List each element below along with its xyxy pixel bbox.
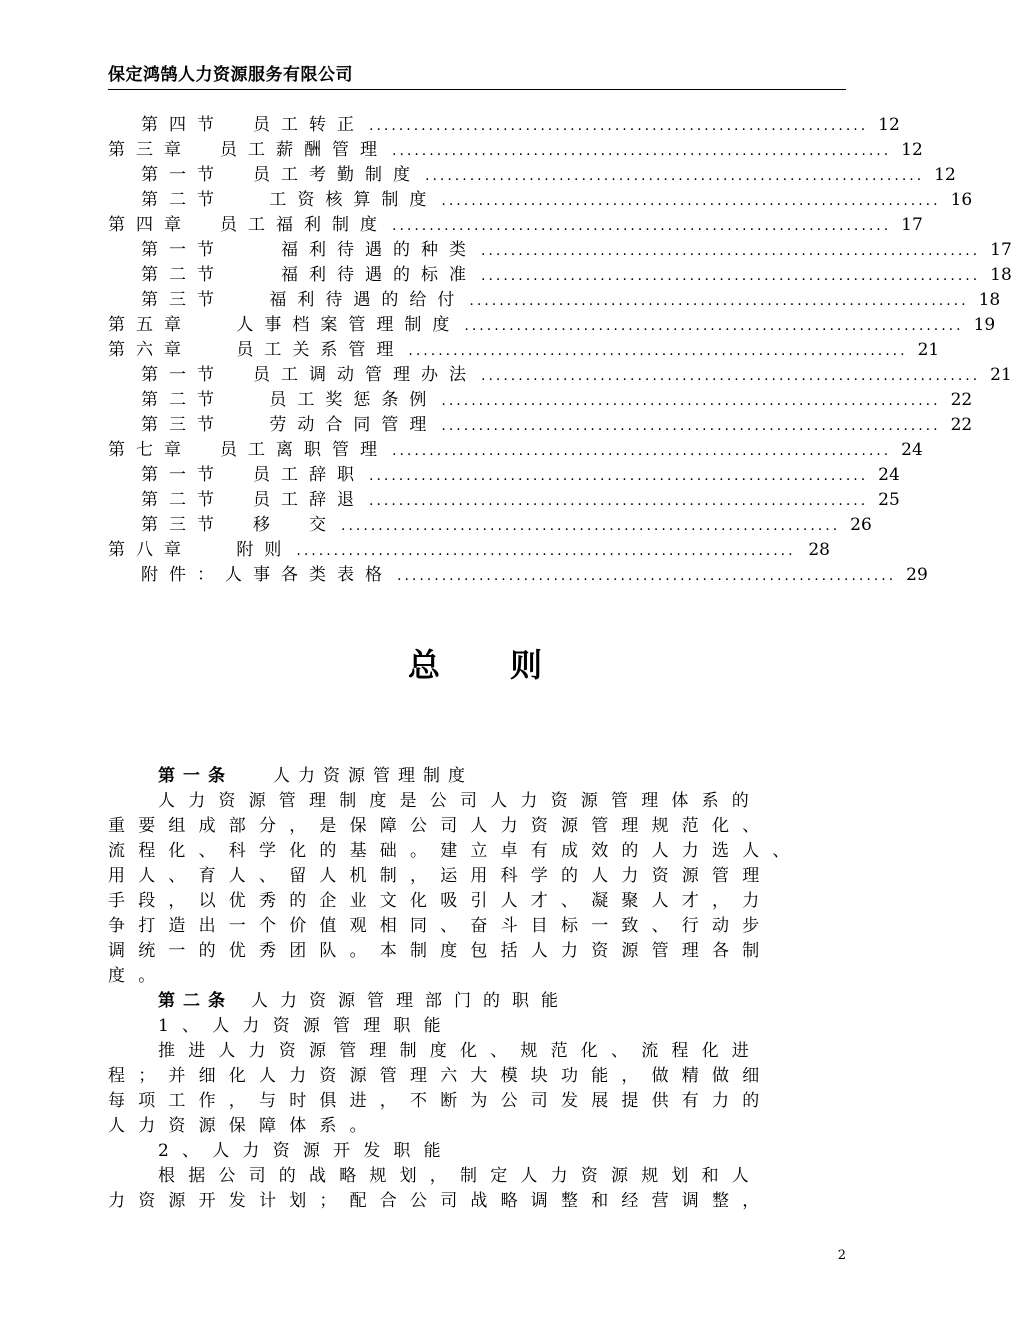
toc-entry-page: 19 — [973, 315, 996, 335]
toc-entry[interactable] — [108, 313, 996, 337]
page-number: 2 — [837, 1248, 846, 1263]
toc-entry-page: 18 — [990, 265, 1012, 285]
paragraph-line: 争打造出一个价值观相同、奋斗目标一致、行动步 — [108, 916, 773, 936]
toc-leader: ................................................................... — [369, 118, 869, 134]
toc-entry-text: 第一节 福利待遇的种类 — [141, 240, 477, 260]
toc-entry-text: 第五章 人事档案管理制度 — [108, 315, 461, 335]
toc-entry[interactable] — [141, 238, 1012, 262]
toc-entry-text: 第一节 员工调动管理办法 — [141, 365, 477, 385]
paragraph-line: 用人、育人、留人机制，运用科学的人力资源管理 — [108, 866, 773, 886]
article-heading — [158, 989, 570, 1014]
toc-entry[interactable] — [141, 113, 900, 137]
toc-entry[interactable] — [108, 538, 830, 562]
toc-entry-text: 第一节 员工辞职 — [141, 465, 365, 485]
toc-entry-text: 第四节 员工转正 — [141, 115, 365, 135]
toc-entry-page: 21 — [917, 340, 940, 360]
toc-entry-text: 第四章 员工福利制度 — [108, 215, 388, 235]
toc-entry[interactable] — [108, 138, 923, 162]
paragraph-line: 程；并细化人力资源管理六大模块功能，做精做细 — [108, 1066, 773, 1086]
article-heading — [158, 764, 473, 789]
toc-entry-page: 21 — [990, 365, 1012, 385]
toc-entry-text: 第七章 员工离职管理 — [108, 440, 388, 460]
toc-entry-text: 第二节 员工奖惩条例 — [141, 390, 438, 410]
paragraph-line: 根据公司的战略规划，制定人力资源规划和人 — [158, 1166, 762, 1186]
toc-entry-page: 12 — [901, 140, 923, 160]
company-name: 保定鸿鹄人力资源服务有限公司 — [108, 65, 353, 85]
subsection-heading: 2、人力资源开发职能 — [158, 1141, 454, 1161]
toc-entry-page: 26 — [850, 515, 872, 535]
paragraph-line: 力资源开发计划；配合公司战略调整和经营调整， — [108, 1191, 773, 1211]
toc-entry-text: 第二节 员工辞退 — [141, 490, 365, 510]
toc-entry[interactable] — [141, 513, 872, 537]
toc-entry[interactable] — [108, 438, 923, 462]
toc-leader: ................................................................... — [397, 568, 897, 584]
toc-leader: ................................................................... — [392, 218, 892, 234]
toc-entry-page: 28 — [808, 540, 830, 560]
paragraph-line: 推进人力资源管理制度化、规范化、流程化进 — [158, 1041, 762, 1061]
paragraph-line: 流程化、科学化的基础。建立卓有成效的人力选人、 — [108, 841, 803, 861]
toc-entry-text: 第三节 福利待遇的给付 — [141, 290, 466, 310]
toc-entry[interactable] — [141, 263, 1012, 287]
toc-entry-text: 第三节 劳动合同管理 — [141, 415, 438, 435]
toc-leader: ................................................................... — [469, 293, 969, 309]
toc-entry-text: 第一节 员工考勤制度 — [141, 165, 421, 185]
toc-entry[interactable] — [141, 413, 973, 437]
toc-entry-page: 24 — [878, 465, 900, 485]
paragraph-line: 重要组成部分，是保障公司人力资源管理规范化、 — [108, 816, 773, 836]
toc-entry-page: 18 — [978, 290, 1001, 310]
toc-entry[interactable] — [108, 338, 940, 362]
toc-entry-page: 12 — [878, 115, 900, 135]
toc-entry-text: 第八章 附则 — [108, 540, 293, 560]
toc-leader: ................................................................... — [369, 493, 869, 509]
toc-leader: ................................................................... — [481, 368, 981, 384]
toc-leader: ................................................................... — [392, 143, 892, 159]
toc-leader: ................................................................... — [481, 243, 981, 259]
article-label: 第二条 — [158, 991, 233, 1011]
article-title: 人力资源管理制度 — [273, 766, 473, 786]
toc-entry-text: 第三章 员工薪酬管理 — [108, 140, 388, 160]
section-title: 总则 — [407, 646, 612, 684]
toc-entry-page: 22 — [950, 415, 973, 435]
toc-leader: ................................................................... — [441, 418, 941, 434]
toc-entry[interactable] — [141, 163, 956, 187]
paragraph-line: 每项工作，与时俱进，不断为公司发展提供有力的 — [108, 1091, 773, 1111]
toc-leader: ................................................................... — [341, 518, 841, 534]
toc-entry-text: 第三节 移 交 — [141, 515, 337, 535]
toc-leader: ................................................................... — [408, 343, 908, 359]
toc-leader: ................................................................... — [481, 268, 981, 284]
paragraph-line: 人力资源保障体系。 — [108, 1116, 380, 1136]
toc-entry[interactable] — [141, 563, 928, 587]
toc-entry-page: 16 — [950, 190, 973, 210]
paragraph-line: 度。 — [108, 966, 169, 986]
toc-entry[interactable] — [108, 213, 923, 237]
paragraph-line: 人力资源管理制度是公司人力资源管理体系的 — [158, 791, 762, 811]
toc-entry-page: 12 — [934, 165, 956, 185]
toc-leader: ................................................................... — [296, 543, 796, 559]
toc-leader: ................................................................... — [369, 468, 869, 484]
toc-entry-page: 17 — [990, 240, 1012, 260]
toc-entry[interactable] — [141, 288, 1001, 312]
article-title: 人力资源管理部门的职能 — [251, 991, 570, 1011]
paragraph-line: 调统一的优秀团队。本制度包括人力资源管理各制 — [108, 941, 773, 961]
toc-entry-page: 29 — [906, 565, 928, 585]
toc-entry[interactable] — [141, 188, 973, 212]
toc-leader: ................................................................... — [464, 318, 964, 334]
toc-leader: ................................................................... — [392, 443, 892, 459]
toc-entry-page: 22 — [950, 390, 973, 410]
toc-leader: ................................................................... — [441, 193, 941, 209]
article-label: 第一条 — [158, 766, 233, 786]
toc-entry[interactable] — [141, 488, 900, 512]
toc-entry-page: 17 — [901, 215, 923, 235]
toc-entry-text: 第六章 员工关系管理 — [108, 340, 405, 360]
toc-entry-page: 24 — [901, 440, 923, 460]
toc-leader: ................................................................... — [441, 393, 941, 409]
toc-entry[interactable] — [141, 463, 900, 487]
paragraph-line: 手段，以优秀的企业文化吸引人才、凝聚人才，力 — [108, 891, 773, 911]
subsection-heading: 1、人力资源管理职能 — [158, 1016, 454, 1036]
toc-entry-text: 第二节 工资核算制度 — [141, 190, 438, 210]
toc-entry-text: 附件：人事各类表格 — [141, 565, 393, 585]
toc-entry[interactable] — [141, 363, 1012, 387]
toc-entry[interactable] — [141, 388, 973, 412]
page-header — [108, 64, 846, 90]
toc-leader: ................................................................... — [425, 168, 925, 184]
toc-entry-text: 第二节 福利待遇的标准 — [141, 265, 477, 285]
toc-entry-page: 25 — [878, 490, 900, 510]
